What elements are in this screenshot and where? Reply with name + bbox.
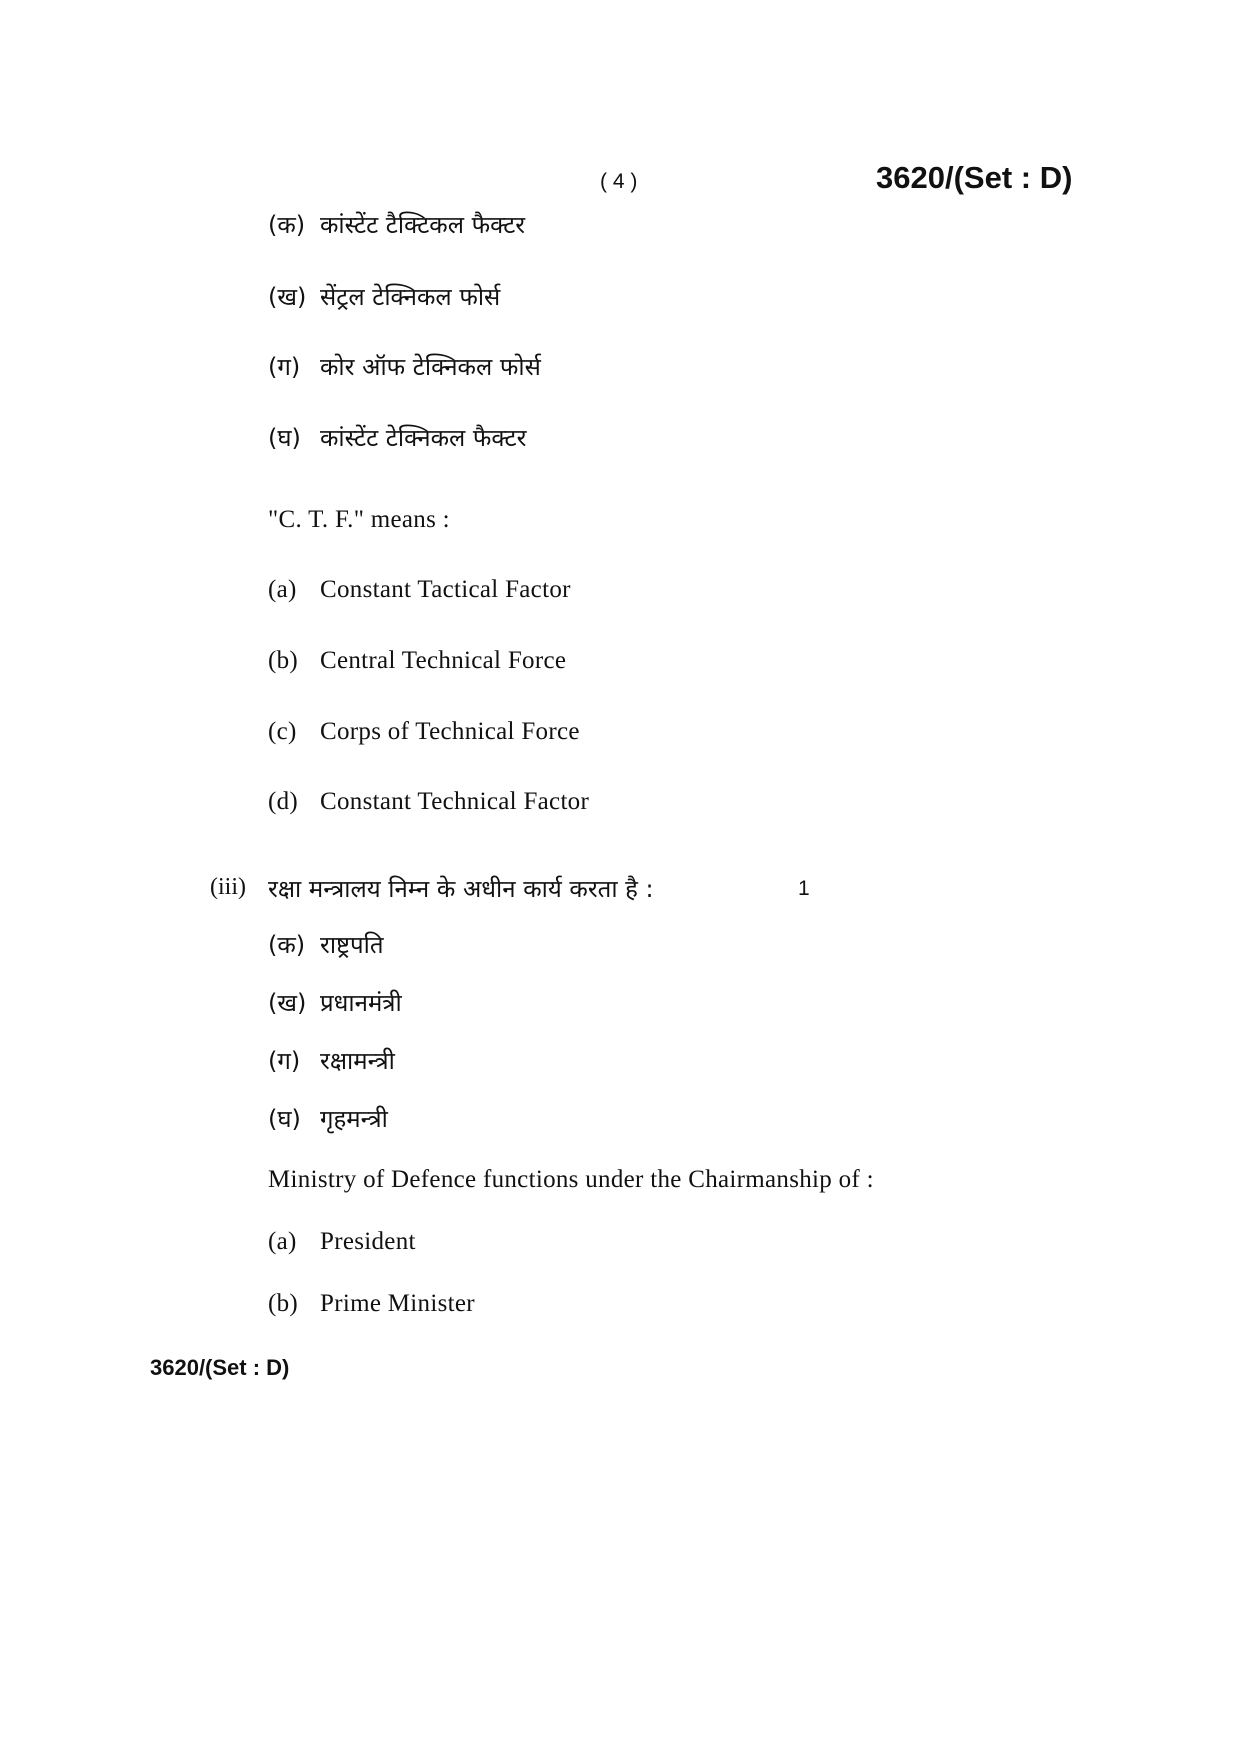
option-hindi-kha — [268, 280, 500, 313]
question-hindi: रक्षा मन्त्रालय निम्न के अधीन कार्य करता है : — [268, 875, 654, 903]
option-label: (ख) — [268, 989, 307, 1017]
option-label: (घ) — [268, 424, 301, 452]
option-text: सेंट्रल टेक्निकल फोर्स — [320, 283, 501, 311]
option-text: Corps of Technical Force — [320, 718, 580, 745]
option-text: Central Technical Force — [320, 647, 567, 674]
paper-code-footer: 3620/(Set : D) — [150, 1355, 290, 1380]
option-label: (ग) — [268, 1047, 301, 1075]
option-text: प्रधानमंत्री — [320, 989, 402, 1017]
option-label: (क) — [268, 931, 306, 959]
option-hindi-ka — [268, 208, 525, 241]
option-hindi-gha — [268, 1102, 388, 1135]
option-english-a — [268, 1228, 416, 1256]
option-text: कांस्टेंट टैक्टिकल फैक्टर — [320, 211, 526, 239]
option-label: (ख) — [268, 283, 307, 311]
option-text: कोर ऑफ टेक्निकल फोर्स — [320, 353, 541, 381]
option-text: Prime Minister — [320, 1290, 475, 1317]
question-english: "C. T. F." means : — [268, 506, 450, 533]
option-hindi-ka — [268, 928, 384, 961]
option-label: (c) — [268, 718, 297, 745]
option-label: (a) — [268, 576, 297, 603]
option-label: (ग) — [268, 353, 301, 381]
option-label: (b) — [268, 647, 299, 674]
option-text: गृहमन्त्री — [320, 1105, 388, 1133]
paper-code-header: 3620/(Set : D) — [876, 160, 1073, 195]
option-english-d — [268, 788, 589, 816]
option-label: (घ) — [268, 1105, 301, 1133]
option-english-b — [268, 1290, 475, 1318]
option-english-a — [268, 576, 571, 604]
question-marks: 1 — [798, 877, 810, 900]
option-hindi-kha — [268, 986, 402, 1019]
option-hindi-ga — [268, 350, 541, 383]
option-text: रक्षामन्त्री — [320, 1047, 395, 1075]
option-label: (b) — [268, 1290, 299, 1317]
option-text: राष्ट्रपति — [320, 931, 384, 959]
question-number: (iii) — [210, 874, 246, 900]
option-label: (क) — [268, 211, 306, 239]
option-text: कांस्टेंट टेक्निकल फैक्टर — [320, 424, 527, 452]
option-label: (a) — [268, 1228, 297, 1255]
option-label: (d) — [268, 788, 299, 815]
page-number: ( 4 ) — [600, 170, 638, 193]
option-english-b — [268, 647, 566, 675]
option-text: Constant Technical Factor — [320, 788, 590, 815]
option-hindi-ga — [268, 1044, 395, 1077]
option-english-c — [268, 718, 580, 746]
question-english: Ministry of Defence functions under the Chairmanship of : — [268, 1166, 874, 1193]
option-text: Constant Tactical Factor — [320, 576, 571, 603]
option-hindi-gha — [268, 421, 526, 454]
option-text: President — [320, 1228, 416, 1255]
